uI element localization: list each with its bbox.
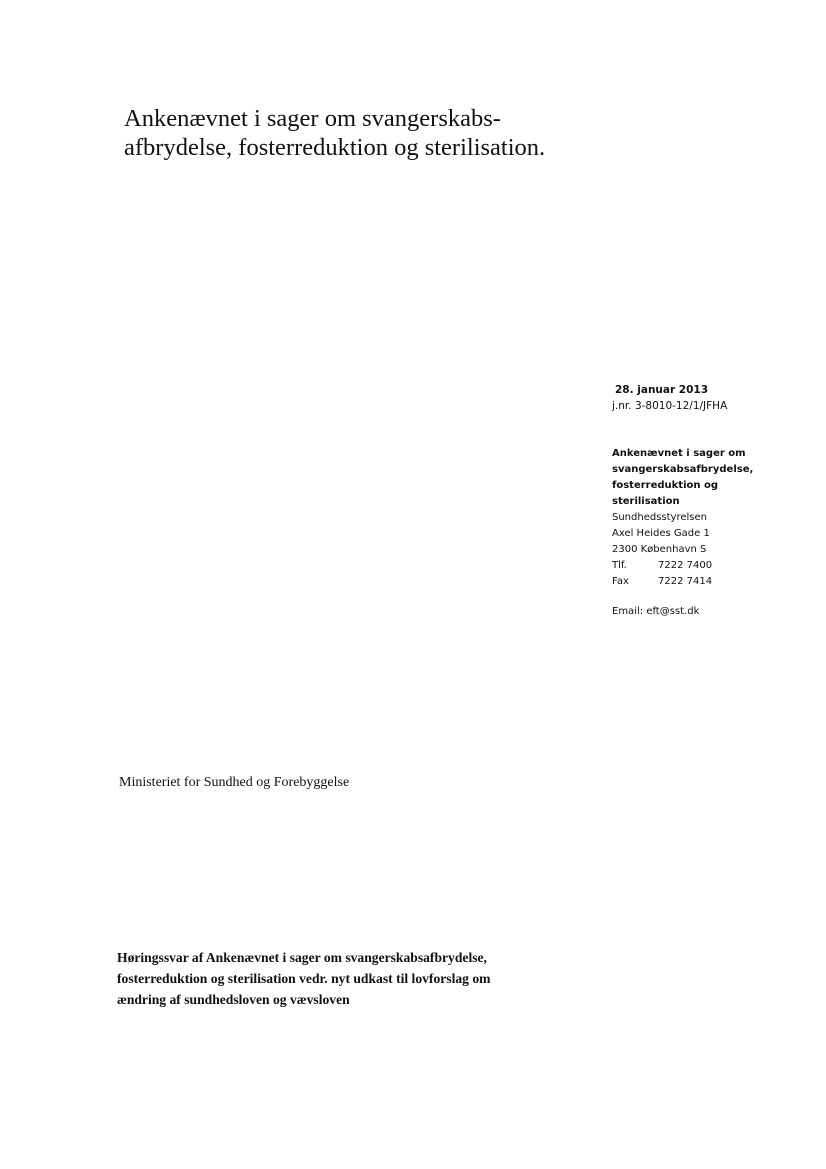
- sender-name-line-2: svangerskabsafbrydelse,: [612, 464, 754, 475]
- subject-line-3: ændring af sundhedsloven og vævsloven: [117, 992, 350, 1007]
- email-label: Email:: [612, 606, 644, 617]
- sender-city: 2300 København S: [612, 544, 707, 555]
- fax-label: Fax: [612, 576, 629, 587]
- case-number: j.nr. 3-8010-12/1/JFHA: [612, 400, 728, 412]
- letter-subject: [117, 947, 557, 1010]
- letter-date: 28. januar 2013: [615, 384, 709, 396]
- sender-name-line-4: sterilisation: [612, 496, 680, 507]
- recipient: Ministeriet for Sundhed og Forebyggelse: [119, 775, 350, 790]
- sender-fax-row: [612, 574, 812, 590]
- sender-name-line-1: Ankenævnet i sager om: [612, 448, 746, 459]
- phone-number: 7222 7400: [658, 560, 713, 571]
- document-title-line-2: afbrydelse, fosterreduktion og sterilisation.: [124, 134, 546, 161]
- document-title: [124, 104, 644, 162]
- sender-organization: Sundhedsstyrelsen: [612, 512, 707, 523]
- sender-email-row: [612, 604, 812, 620]
- fax-number: 7222 7414: [658, 576, 713, 587]
- sender-name-line-3: fosterreduktion og: [612, 480, 719, 491]
- letter-meta: [612, 383, 812, 414]
- email-address: eft@sst.dk: [646, 606, 700, 617]
- phone-label: Tlf.: [612, 560, 627, 571]
- subject-line-1: Høringssvar af Ankenævnet i sager om svangerskabsafbrydelse,: [117, 950, 487, 965]
- sender-phone-row: [612, 558, 812, 574]
- document-title-line-1: Ankenævnet i sager om svangerskabs-: [124, 105, 501, 132]
- sender-street: Axel Heides Gade 1: [612, 528, 710, 539]
- subject-line-2: fosterreduktion og sterilisation vedr. nyt udkast til lovforslag om: [117, 971, 491, 986]
- sender-address-block: [612, 446, 812, 620]
- sender-name: [612, 446, 812, 510]
